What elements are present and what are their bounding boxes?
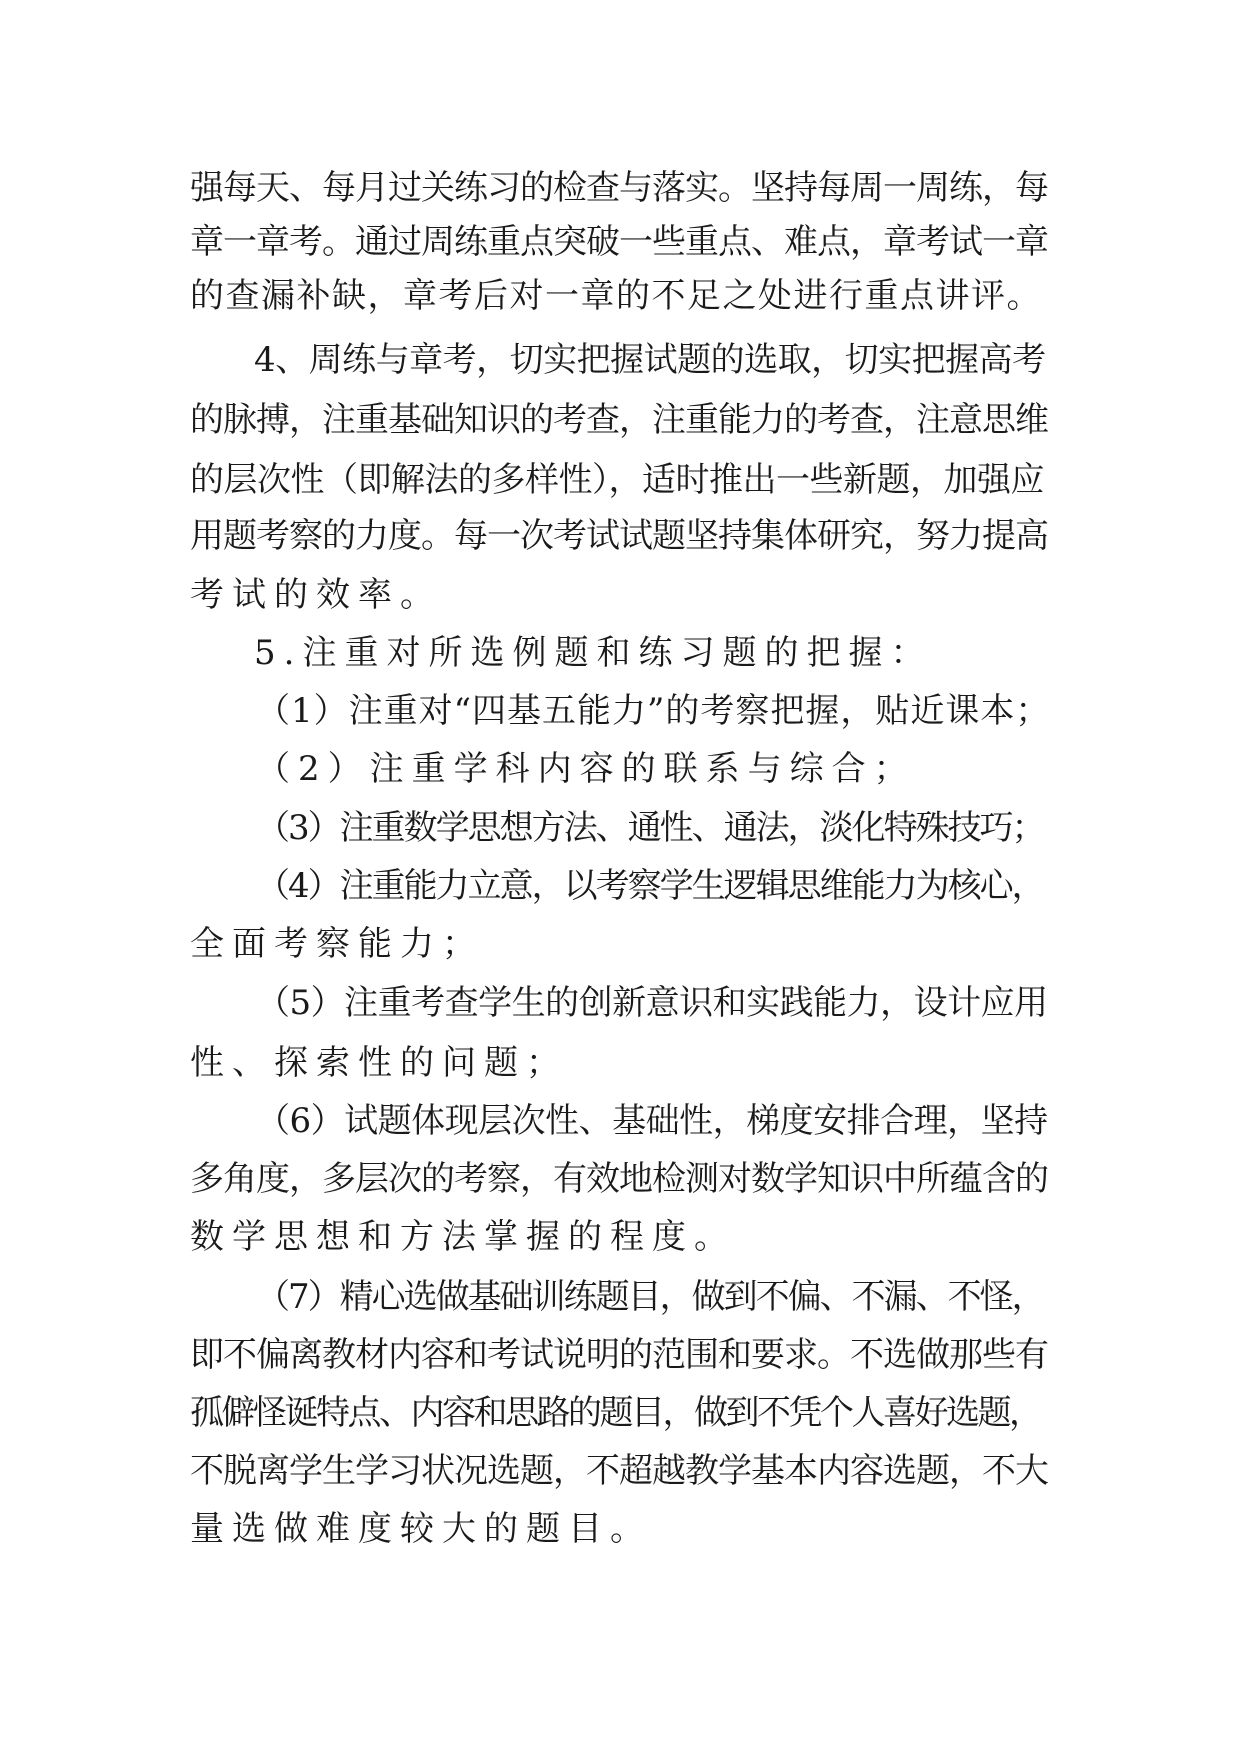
text-line: 用题考察的力度。每一次考试试题坚持集体研究，努力提高: [190, 516, 1048, 556]
text-line: 的查漏补缺，章考后对一章的不足之处进行重点讲评。: [190, 276, 1042, 316]
text-line: 5.注重对所选例题和练习题的把握：: [254, 633, 933, 673]
text-line: （1）注重对“四基五能力”的考察把握，贴近课本；: [256, 691, 1051, 731]
text-line: 量选做难度较大的题目。: [190, 1509, 652, 1549]
text-line: 4、周练与章考，切实把握试题的选取，切实把握高考: [254, 340, 1046, 380]
text-line: 不脱离学生学习状况选题，不超越教学基本内容选题，不大: [190, 1451, 1048, 1491]
text-line: 孤僻怪诞特点、内容和思路的题目，做到不凭个人喜好选题，: [190, 1393, 1041, 1433]
text-line: 全面考察能力；: [190, 924, 484, 964]
text-line: （7）精心选做基础训练题目，做到不偏、不漏、不怪，: [256, 1277, 1044, 1317]
text-line: 性、探索性的问题；: [190, 1043, 568, 1083]
text-line: （4）注重能力立意，以考察学生逻辑思维能力为核心，: [256, 866, 1044, 906]
text-line: 考试的效率。: [190, 575, 442, 615]
text-line: 即不偏离教材内容和考试说明的范围和要求。不选做那些有: [190, 1335, 1048, 1375]
text-line: （5）注重考查学生的创新意识和实践能力，设计应用: [256, 983, 1048, 1023]
text-line: 章一章考。通过周练重点突破一些重点、难点，章考试一章: [190, 222, 1048, 262]
text-line: 强每天、每月过关练习的检查与落实。坚持每周一周练，每: [190, 168, 1048, 208]
text-line: （6）试题体现层次性、基础性，梯度安排合理，坚持: [256, 1101, 1048, 1141]
text-line: 多角度，多层次的考察，有效地检测对数学知识中所蕴含的: [190, 1159, 1048, 1199]
text-line: 的脉搏，注重基础知识的考查，注重能力的考查，注意思维: [190, 400, 1048, 440]
text-line: （3）注重数学思想方法、通性、通法，淡化特殊技巧；: [256, 808, 1044, 848]
text-line: 数学思想和方法掌握的程度。: [190, 1217, 736, 1257]
text-line: （2）注重学科内容的联系与综合；: [256, 749, 916, 789]
text-line: 的层次性（即解法的多样性），适时推出一些新题，加强应: [190, 460, 1044, 500]
